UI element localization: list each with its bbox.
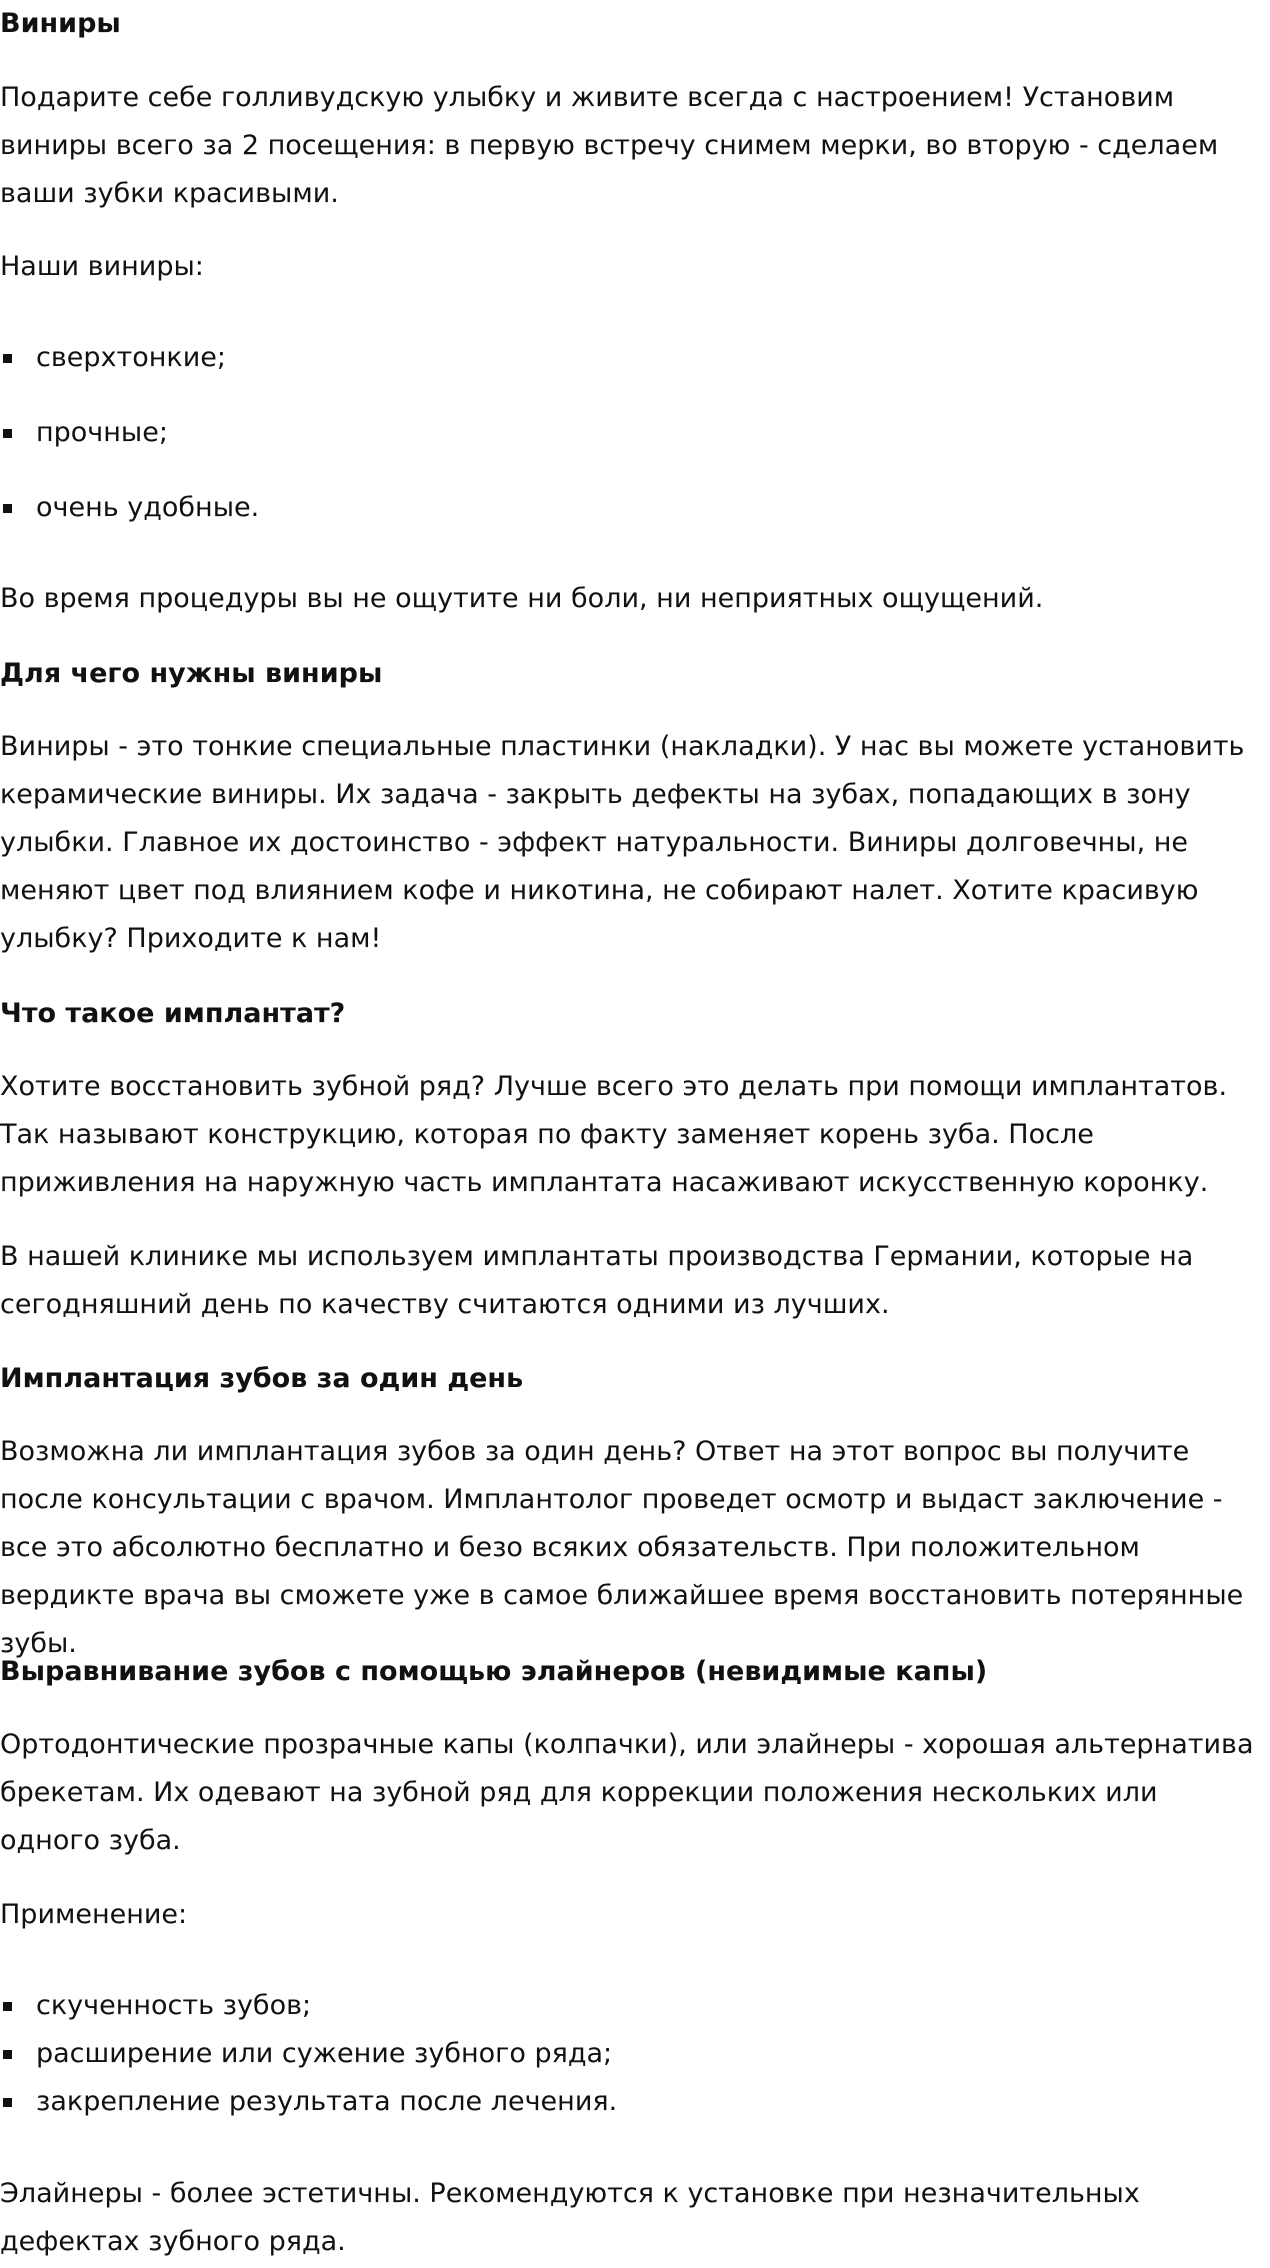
aligners-list-label: Применение: bbox=[0, 1899, 188, 1930]
aligners-note: Элайнеры - более эстетичны. Рекомендуются к установке при незначительных дефектах зубного ряда. bbox=[0, 2178, 1140, 2257]
list-item: сверхтонкие; bbox=[0, 334, 1262, 382]
bullet-square-icon bbox=[3, 2050, 12, 2059]
bullet-square-icon bbox=[3, 504, 12, 513]
implant-text-1: Хотите восстановить зубной ряд? Лучше всего это делать при помощи имплантатов. Так называют конструкцию, которая по факту заменяет корень зуба. После приживления на наружную часть имплантата насаживают искусственную коронку. bbox=[0, 1071, 1228, 1198]
veneers-intro: Подарите себе голливудскую улыбку и живите всегда с настроением! Установим виниры всего за 2 посещения: в первую встречу снимем мерки, во вторую - сделаем ваши зубки красивыми. bbox=[0, 82, 1219, 209]
why-veneers-text: Виниры - это тонкие специальные пластинки (накладки). У нас вы можете установить керамические виниры. Их задача - закрыть дефекты на зубах, попадающих в зону улыбки. Главное их достоинство - эффект натуральности. Виниры долговечны, не меняют цвет под влиянием кофе и никотина, не собирают налет. Хотите красивую улыбку? Приходите к нам! bbox=[0, 731, 1245, 954]
bullet-square-icon bbox=[3, 2002, 12, 2011]
one-day-text: Возможна ли имплантация зубов за один день? Ответ на этот вопрос вы получите после консультации с врачом. Имплантолог проведет осмотр и выдаст заключение - все это абсолютно бесплатно и безо всяких обязательств. При положительном вердикте врача вы сможете уже в самое ближайшее время восстановить потерянные зубы. bbox=[0, 1436, 1244, 1659]
veneers-note: Во время процедуры вы не ощутите ни боли, ни неприятных ощущений. bbox=[0, 583, 1044, 614]
veneers-feature-list bbox=[0, 334, 1262, 532]
section-title-veneers: Виниры bbox=[0, 8, 121, 39]
implant-text-2: В нашей клинике мы используем имплантаты производства Германии, которые на сегодняшний день по качеству считаются одними из лучших. bbox=[0, 1241, 1194, 1320]
list-item: расширение или сужение зубного ряда; bbox=[0, 2030, 1262, 2078]
bullet-square-icon bbox=[3, 354, 12, 363]
bullet-square-icon bbox=[3, 429, 12, 438]
list-item: закрепление результата после лечения. bbox=[0, 2078, 1262, 2126]
section-title-why-veneers: Для чего нужны виниры bbox=[0, 658, 383, 689]
section-title-aligners: Выравнивание зубов с помощью элайнеров (невидимые капы) bbox=[0, 1656, 988, 1687]
bullet-square-icon bbox=[3, 2098, 12, 2107]
section-title-implant: Что такое имплантат? bbox=[0, 998, 346, 1029]
aligners-text: Ортодонтические прозрачные капы (колпачки), или элайнеры - хорошая альтернатива брекетам. Их одевают на зубной ряд для коррекции положения нескольких или одного зуба. bbox=[0, 1729, 1254, 1856]
section-title-one-day: Имплантация зубов за один день bbox=[0, 1363, 524, 1394]
veneers-list-label: Наши виниры: bbox=[0, 251, 204, 282]
list-item: скученность зубов; bbox=[0, 1982, 1262, 2030]
list-item: очень удобные. bbox=[0, 484, 1262, 532]
aligners-use-list bbox=[0, 1982, 1262, 2126]
list-item: прочные; bbox=[0, 409, 1262, 457]
